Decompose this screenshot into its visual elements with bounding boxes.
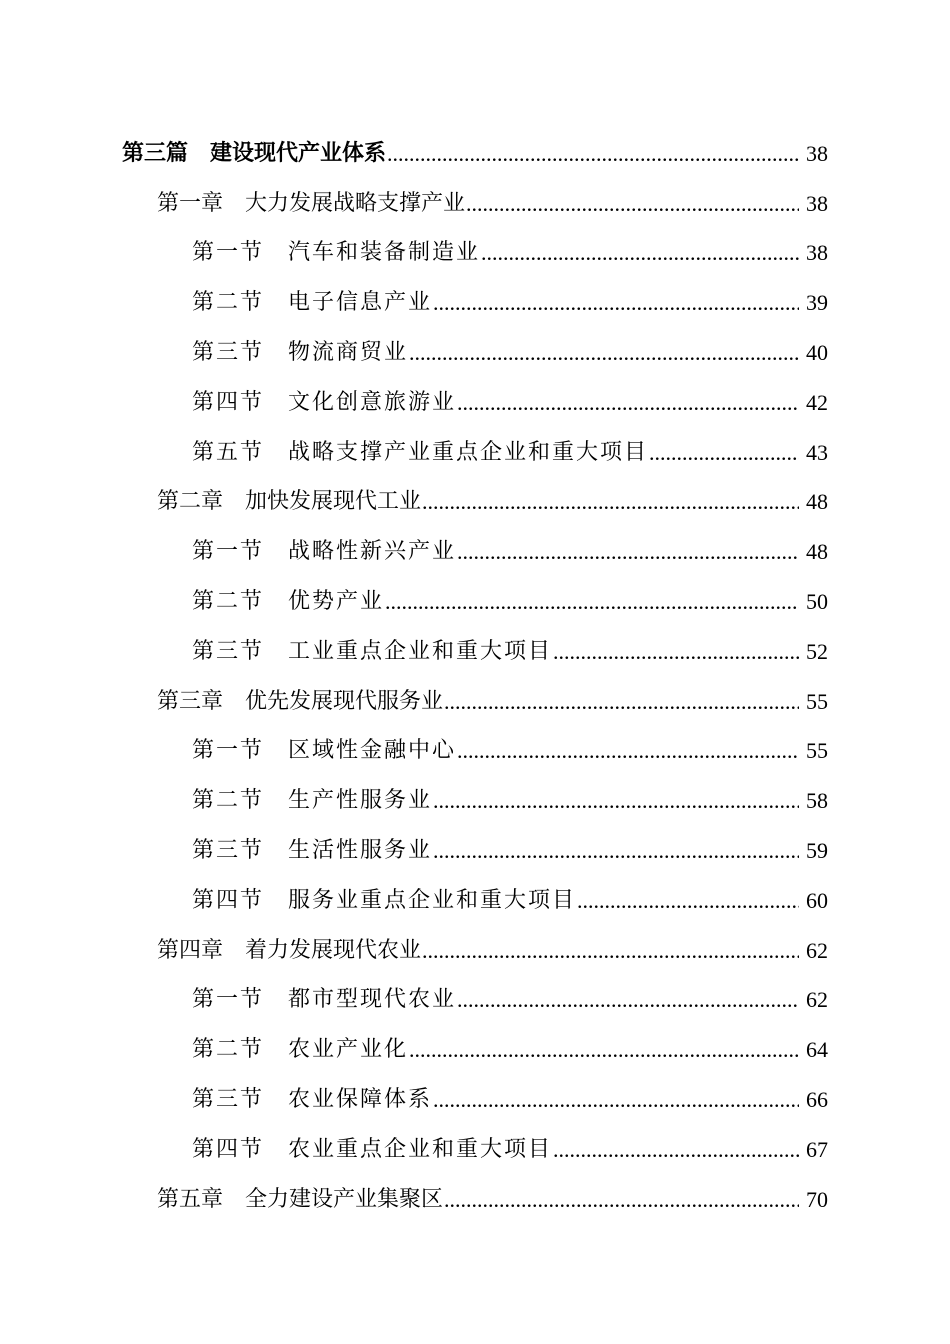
dot-leader	[433, 1087, 799, 1113]
toc-entry-title: 第三章 优先发展现代服务业	[157, 688, 444, 714]
toc-entry[interactable]	[0, 427, 950, 477]
dot-leader	[387, 141, 799, 167]
toc-entry-page-number: 62	[806, 987, 828, 1013]
dot-leader	[433, 290, 799, 316]
toc-entry-page-number: 40	[806, 339, 828, 365]
toc-entry[interactable]	[0, 1074, 950, 1124]
toc-entry-page-number: 42	[806, 389, 828, 415]
toc-entry-title: 第三节 工业重点企业和重大项目	[192, 638, 553, 664]
toc-entry-page-number: 64	[806, 1037, 828, 1063]
toc-entry-page-number: 62	[806, 937, 828, 963]
toc-entry[interactable]	[0, 775, 950, 825]
toc-entry-page-number: 67	[806, 1136, 828, 1162]
dot-leader	[457, 390, 799, 416]
dot-leader	[577, 888, 799, 914]
toc-entry-title: 第一节 区域性金融中心	[192, 738, 457, 764]
toc-entry-title: 第四节 农业重点企业和重大项目	[192, 1136, 553, 1162]
toc-entry-page-number: 58	[806, 788, 828, 814]
toc-entry-title: 第五节 战略支撑产业重点企业和重大项目	[192, 439, 649, 465]
toc-entry-page-number: 52	[806, 638, 828, 664]
toc-entry[interactable]	[0, 377, 950, 427]
toc-entry-page-number: 39	[806, 290, 828, 316]
dot-leader	[553, 639, 799, 665]
toc-entry-page-number: 48	[806, 539, 828, 565]
toc-entry-page-number: 38	[806, 190, 828, 216]
toc-entry-page-number: 38	[806, 240, 828, 266]
dot-leader	[553, 1137, 799, 1163]
dot-leader	[649, 440, 799, 466]
toc-entry[interactable]	[0, 576, 950, 626]
toc-entry-title: 第一节 战略性新兴产业	[192, 539, 457, 565]
toc-entry-title: 第四章 着力发展现代农业	[157, 937, 422, 963]
toc-entry[interactable]	[0, 925, 950, 975]
toc-entry[interactable]	[0, 1024, 950, 1074]
toc-entry-title: 第二节 电子信息产业	[192, 290, 433, 316]
toc-entry[interactable]	[0, 626, 950, 676]
toc-entry[interactable]	[0, 1174, 950, 1224]
toc-entry-page-number: 59	[806, 837, 828, 863]
dot-leader	[481, 240, 799, 266]
dot-leader	[422, 938, 799, 964]
toc-entry[interactable]	[0, 825, 950, 875]
toc-entry-title: 第三节 农业保障体系	[192, 1086, 433, 1112]
toc-entry-page-number: 43	[806, 439, 828, 465]
toc-entry[interactable]	[0, 1124, 950, 1174]
toc-entry-title: 第五章 全力建设产业集聚区	[157, 1186, 444, 1212]
toc-entry-title: 第一节 都市型现代农业	[192, 987, 457, 1013]
toc-entry-title: 第二节 农业产业化	[192, 1037, 409, 1063]
toc-entry-page-number: 55	[806, 688, 828, 714]
table-of-contents	[0, 128, 950, 1224]
dot-leader	[457, 539, 799, 565]
toc-entry-title: 第三篇 建设现代产业体系	[122, 140, 387, 166]
toc-entry[interactable]	[0, 178, 950, 228]
dot-leader	[409, 1037, 799, 1063]
dot-leader	[457, 738, 799, 764]
toc-entry-title: 第二节 优势产业	[192, 588, 385, 614]
toc-entry-page-number: 66	[806, 1086, 828, 1112]
dot-leader	[444, 689, 799, 715]
dot-leader	[457, 987, 799, 1013]
toc-entry-page-number: 50	[806, 588, 828, 614]
toc-entry-title: 第三节 物流商贸业	[192, 339, 409, 365]
toc-entry[interactable]	[0, 327, 950, 377]
dot-leader	[409, 340, 799, 366]
toc-entry[interactable]	[0, 526, 950, 576]
toc-entry-title: 第一节 汽车和装备制造业	[192, 240, 481, 266]
toc-entry-title: 第二节 生产性服务业	[192, 788, 433, 814]
toc-entry-title: 第二章 加快发展现代工业	[157, 489, 422, 515]
toc-entry-page-number: 48	[806, 489, 828, 515]
toc-entry-page-number: 70	[806, 1186, 828, 1212]
toc-entry[interactable]	[0, 128, 950, 178]
dot-leader	[385, 589, 799, 615]
dot-leader	[444, 1187, 799, 1213]
toc-entry-page-number: 60	[806, 887, 828, 913]
dot-leader	[466, 191, 799, 217]
toc-entry[interactable]	[0, 277, 950, 327]
toc-entry[interactable]	[0, 975, 950, 1025]
toc-entry[interactable]	[0, 676, 950, 726]
toc-entry-title: 第四节 文化创意旅游业	[192, 389, 457, 415]
toc-entry-title: 第一章 大力发展战略支撑产业	[157, 190, 466, 216]
toc-entry[interactable]	[0, 875, 950, 925]
dot-leader	[422, 489, 799, 515]
toc-entry[interactable]	[0, 228, 950, 278]
toc-entry-title: 第三节 生活性服务业	[192, 837, 433, 863]
toc-entry-page-number: 55	[806, 738, 828, 764]
toc-entry[interactable]	[0, 477, 950, 527]
dot-leader	[433, 788, 799, 814]
dot-leader	[433, 838, 799, 864]
toc-entry-title: 第四节 服务业重点企业和重大项目	[192, 887, 577, 913]
toc-entry-page-number: 38	[806, 140, 828, 166]
toc-entry[interactable]	[0, 726, 950, 776]
